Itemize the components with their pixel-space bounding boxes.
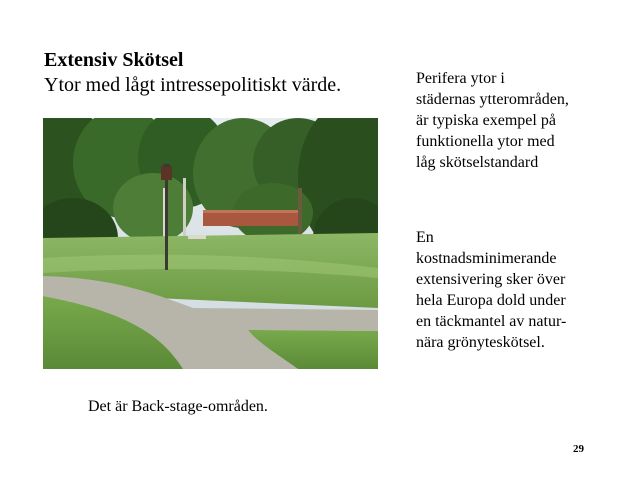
- text-line: en täckmantel av natur-: [416, 313, 567, 330]
- text-line: extensivering sker över: [416, 271, 566, 288]
- slide-title: Extensiv Skötsel: [44, 49, 184, 71]
- text-line: funktionella ytor med: [416, 133, 555, 150]
- text-line: nära grönyteskötsel.: [416, 334, 545, 351]
- text-line: Perifera ytor i: [416, 70, 505, 87]
- park-photo: [43, 118, 378, 369]
- text-line: låg skötselstandard: [416, 154, 539, 171]
- text-line: städernas ytterområden,: [416, 91, 569, 108]
- paragraph-extensification: [416, 227, 621, 353]
- lamp-post: [165, 178, 168, 270]
- text-line: kostnadsminimerande: [416, 250, 557, 267]
- paragraph-peripheral-areas: [416, 68, 621, 173]
- page-number: 29: [573, 443, 584, 455]
- text-line: är typiska exempel på: [416, 112, 556, 129]
- slide-subtitle: Ytor med lågt intressepolitiskt värde.: [44, 74, 342, 96]
- photo-caption: Det är Back-stage-områden.: [88, 398, 268, 415]
- text-line: hela Europa dold under: [416, 292, 566, 309]
- text-line: En: [416, 229, 434, 246]
- park-photo-illustration: [43, 118, 378, 369]
